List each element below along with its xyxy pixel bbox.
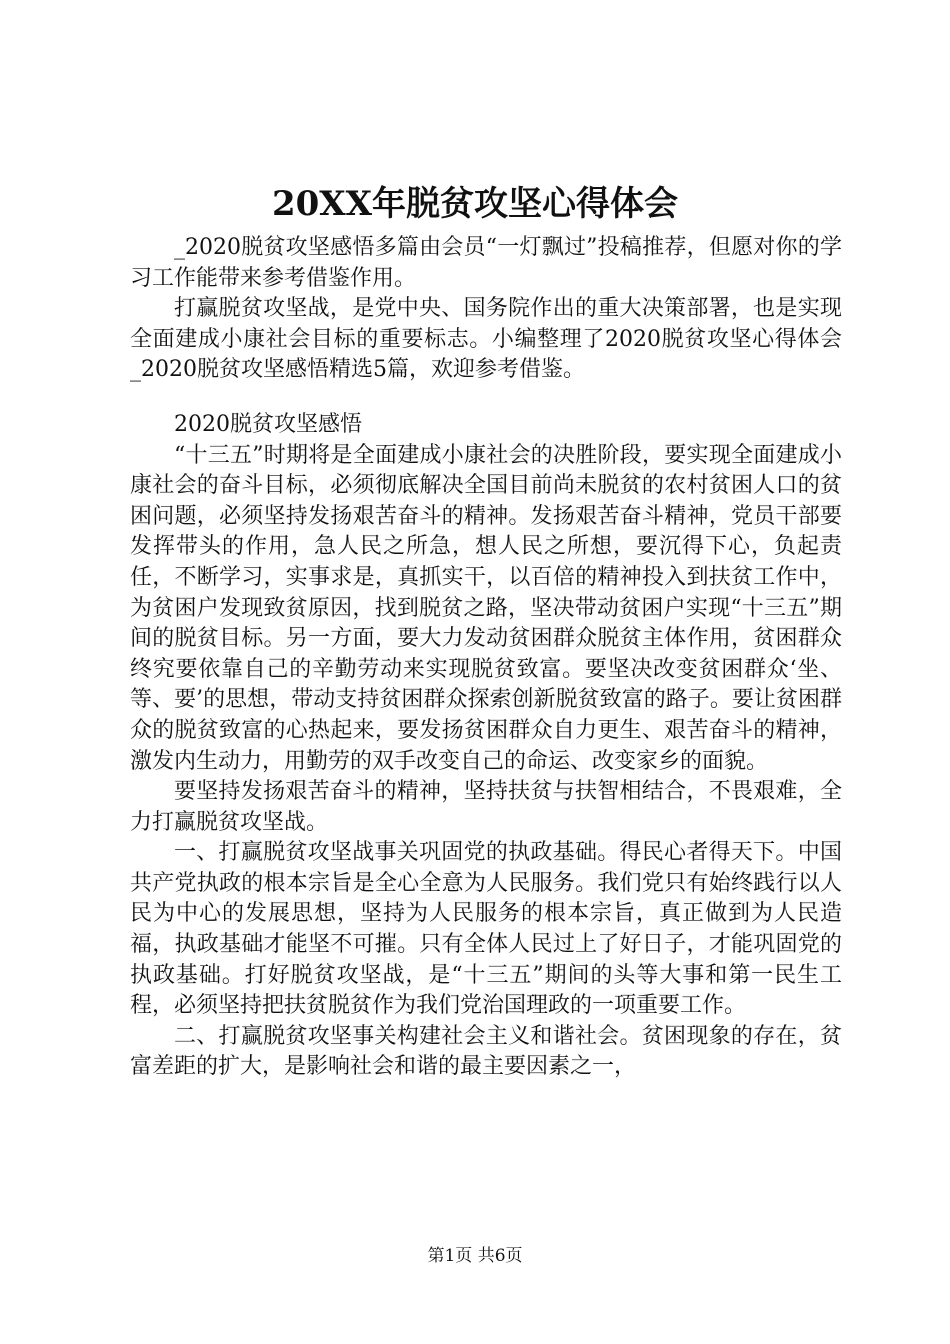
document-title: 20XX年脱贫攻坚心得体会 bbox=[271, 184, 679, 224]
document-body bbox=[130, 233, 842, 1083]
intro-paragraph-2: 打赢脱贫攻坚战，是党中央、国务院作出的重大决策部署，也是实现全面建成小康社会目标的重要标志。小编整理了2020脱贫攻坚心得体会_2020脱贫攻坚感悟精选5篇，欢迎参考借鉴。 bbox=[130, 296, 842, 383]
intro-paragraph-1: _2020脱贫攻坚感悟多篇由会员“一灯飘过”投稿推荐，但愿对你的学习工作能带来参考借鉴作用。 bbox=[130, 235, 842, 291]
body-paragraph-3: 一、打赢脱贫攻坚战事关巩固党的执政基础。得民心者得天下。中国共产党执政的根本宗旨是全心全意为人民服务。我们党只有始终践行以人民为中心的发展思想，坚持为人民服务的根本宗旨，真正做到为人民造福，执政基础才能坚不可摧。只有全体人民过上了好日子，才能巩固党的执政基础。打好脱贫攻坚战，是“十三五”期间的头等大事和第一民生工程，必须坚持把扶贫脱贫作为我们党治国理政的一项重要工作。 bbox=[130, 840, 842, 1019]
body-paragraph-4: 二、打赢脱贫攻坚事关构建社会主义和谐社会。贫困现象的存在，贫富差距的扩大，是影响社会和谐的最主要因素之一， bbox=[130, 1023, 842, 1080]
page-footer: 第1页 共6页 bbox=[427, 1246, 523, 1266]
body-paragraph-1: “十三五”时期将是全面建成小康社会的决胜阶段，要实现全面建成小康社会的奋斗目标，必须彻底解决全国目前尚未脱贫的农村贫困人口的贫困问题，必须坚持发扬艰苦奋斗的精神。发扬艰苦奋斗精神，党员干部要发挥带头的作用，急人民之所急，想人民之所想，要沉得下心，负起责任，不断学习，实事求是，真抓实干，以百倍的精神投入到扶贫工作中，为贫困户发现致贫原因，找到脱贫之路，坚决带动贫困户实现“十三五”期间的脱贫目标。另一方面，要大力发动贫困群众脱贫主体作用，贫困群众终究要依靠自己的辛勤劳动来实现脱贫致富。要坚决改变贫困群众‘坐、等、要’的思想，带动支持贫困群众探索创新脱贫致富的路子。要让贫困群众的脱贫致富的心热起来，要发扬贫困群众自力更生、艰苦奋斗的精神，激发内生动力，用勤劳的双手改变自己的命运、改变家乡的面貌。 bbox=[130, 442, 842, 774]
section-title: 2020脱贫攻坚感悟 bbox=[174, 411, 362, 437]
body-paragraph-2: 要坚持发扬艰苦奋斗的精神，坚持扶贫与扶智相结合，不畏艰难，全力打赢脱贫攻坚战。 bbox=[130, 779, 842, 835]
